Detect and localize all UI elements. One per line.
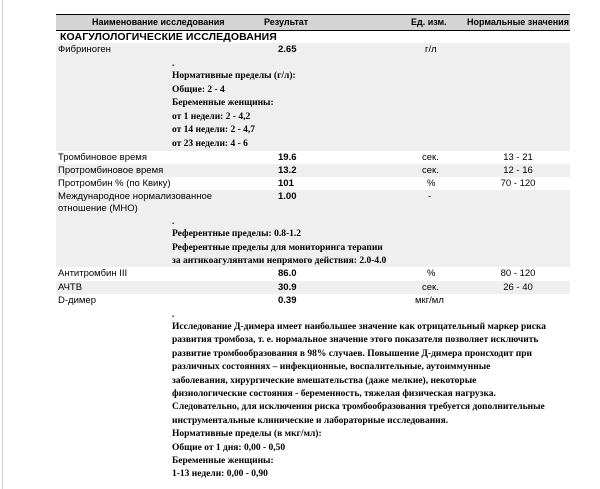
note-line: от 1 недели: 2 - 4,2 — [172, 111, 251, 122]
row-value-inr: 1.00 — [278, 191, 297, 202]
row-band-fibrinogen — [56, 43, 570, 151]
note-line: Беременные женщины: — [172, 98, 274, 109]
header-result: Результат — [264, 17, 309, 27]
row-norm-prothrombin-percent: 70 - 120 — [500, 178, 536, 189]
note-line: Нормативные пределы (в мкг/мл): — [172, 429, 322, 440]
row-unit-prothrombin-time: сек. — [422, 165, 439, 176]
note-line: Исследование Д-димера имеет наибольшее значение как отрицательный маркер риска — [172, 322, 547, 332]
page-border — [2, 0, 3, 489]
note-line: различных состояниях – инфекционные, воспалительные, аутоиммунные — [172, 362, 491, 373]
row-unit-inr: - — [428, 191, 432, 202]
row-name-inr-line2: отношение (МНО) — [58, 203, 138, 214]
note-line: Референтные пределы для мониторинга терапии — [172, 242, 383, 253]
note-line: инструментальные клинические и лабораторные исследования. — [172, 415, 449, 426]
row-unit-fibrinogen: г/л — [425, 44, 437, 55]
row-unit-thrombin-time: сек. — [422, 152, 439, 163]
note-bullet: . — [172, 58, 175, 68]
d-dimer-note — [172, 321, 582, 482]
note-line: от 14 недели: 2 - 4,7 — [172, 125, 256, 136]
note-line: 1-13 недели: 0,00 - 0,90 — [172, 469, 268, 480]
row-value-d-dimer: 0.39 — [278, 295, 297, 306]
note-line: Референтные пределы: 0.8-1.2 — [172, 229, 301, 239]
row-value-prothrombin-percent: 101 — [278, 178, 294, 189]
row-norm-thrombin-time: 13 - 21 — [503, 152, 533, 163]
table-header — [56, 14, 570, 31]
row-unit-aptt: сек. — [422, 282, 439, 293]
row-norm-aptt: 26 - 40 — [503, 282, 533, 293]
header-units: Ед. изм. — [411, 17, 447, 27]
note-line: развитие тромбообразования в 98% случаев. Повышение Д-димера происходит при — [172, 348, 532, 359]
note-line: Общие от 1 дня: 0,00 - 0,50 — [172, 442, 286, 453]
row-value-fibrinogen: 2.65 — [278, 44, 297, 55]
header-norm: Нормальные значения — [467, 17, 569, 27]
row-value-prothrombin-time: 13.2 — [278, 165, 297, 176]
row-norm-antithrombin: 80 - 120 — [500, 268, 536, 279]
row-name-d-dimer: D-димер — [58, 295, 96, 306]
note-line: физиологические состояния - беременность, тяжелая физическая нагрузка. — [172, 389, 496, 400]
row-unit-prothrombin-percent: % — [427, 178, 436, 189]
note-bullet: . — [172, 216, 175, 226]
fibrinogen-note — [172, 70, 296, 152]
row-name-fibrinogen: Фибриноген — [58, 44, 111, 55]
row-name-inr-line1: Международное нормализованное — [58, 191, 213, 202]
note-line: Нормативные пределы (г/л): — [172, 71, 296, 81]
row-norm-prothrombin-time: 12 - 16 — [503, 165, 533, 176]
row-value-antithrombin: 86.0 — [278, 268, 297, 279]
note-line: Общие: 2 - 4 — [172, 84, 225, 95]
row-unit-d-dimer: мкг/мл — [415, 295, 444, 306]
row-value-aptt: 30.9 — [278, 282, 297, 293]
row-name-prothrombin-percent: Протромбин % (по Квику) — [58, 178, 171, 189]
row-value-thrombin-time: 19.6 — [278, 152, 297, 163]
note-line: от 23 недели: 4 - 6 — [172, 138, 248, 149]
row-name-aptt: АЧТВ — [58, 282, 83, 293]
row-name-prothrombin-time: Протромбиновое время — [58, 165, 164, 176]
note-line: заболевания, хирургические вмешательства (даже мелкие), некоторые — [172, 375, 477, 386]
row-unit-antithrombin: % — [427, 268, 436, 279]
note-line: за антикоагулянтами непрямого действия: 2.0-4.0 — [172, 256, 387, 267]
note-line: Беременные женщины: — [172, 456, 274, 467]
section-title: КОАГУЛОЛОГИЧЕСКИЕ ИССЛЕДОВАНИЯ — [60, 31, 277, 43]
row-name-antithrombin: Антитромбин III — [58, 268, 128, 279]
note-bullet: . — [172, 309, 175, 319]
note-line: Следовательно, для исключения риска тромбообразования требуется дополнительные — [172, 402, 545, 413]
inr-note — [172, 228, 386, 269]
row-name-inr — [58, 191, 212, 215]
header-name: Наименование исследования — [92, 17, 225, 27]
note-line: развития тромбоза, т. е. нормальное значение этого показателя позволяет исключить — [172, 335, 539, 346]
row-name-thrombin-time: Тромбиновое время — [58, 152, 147, 163]
